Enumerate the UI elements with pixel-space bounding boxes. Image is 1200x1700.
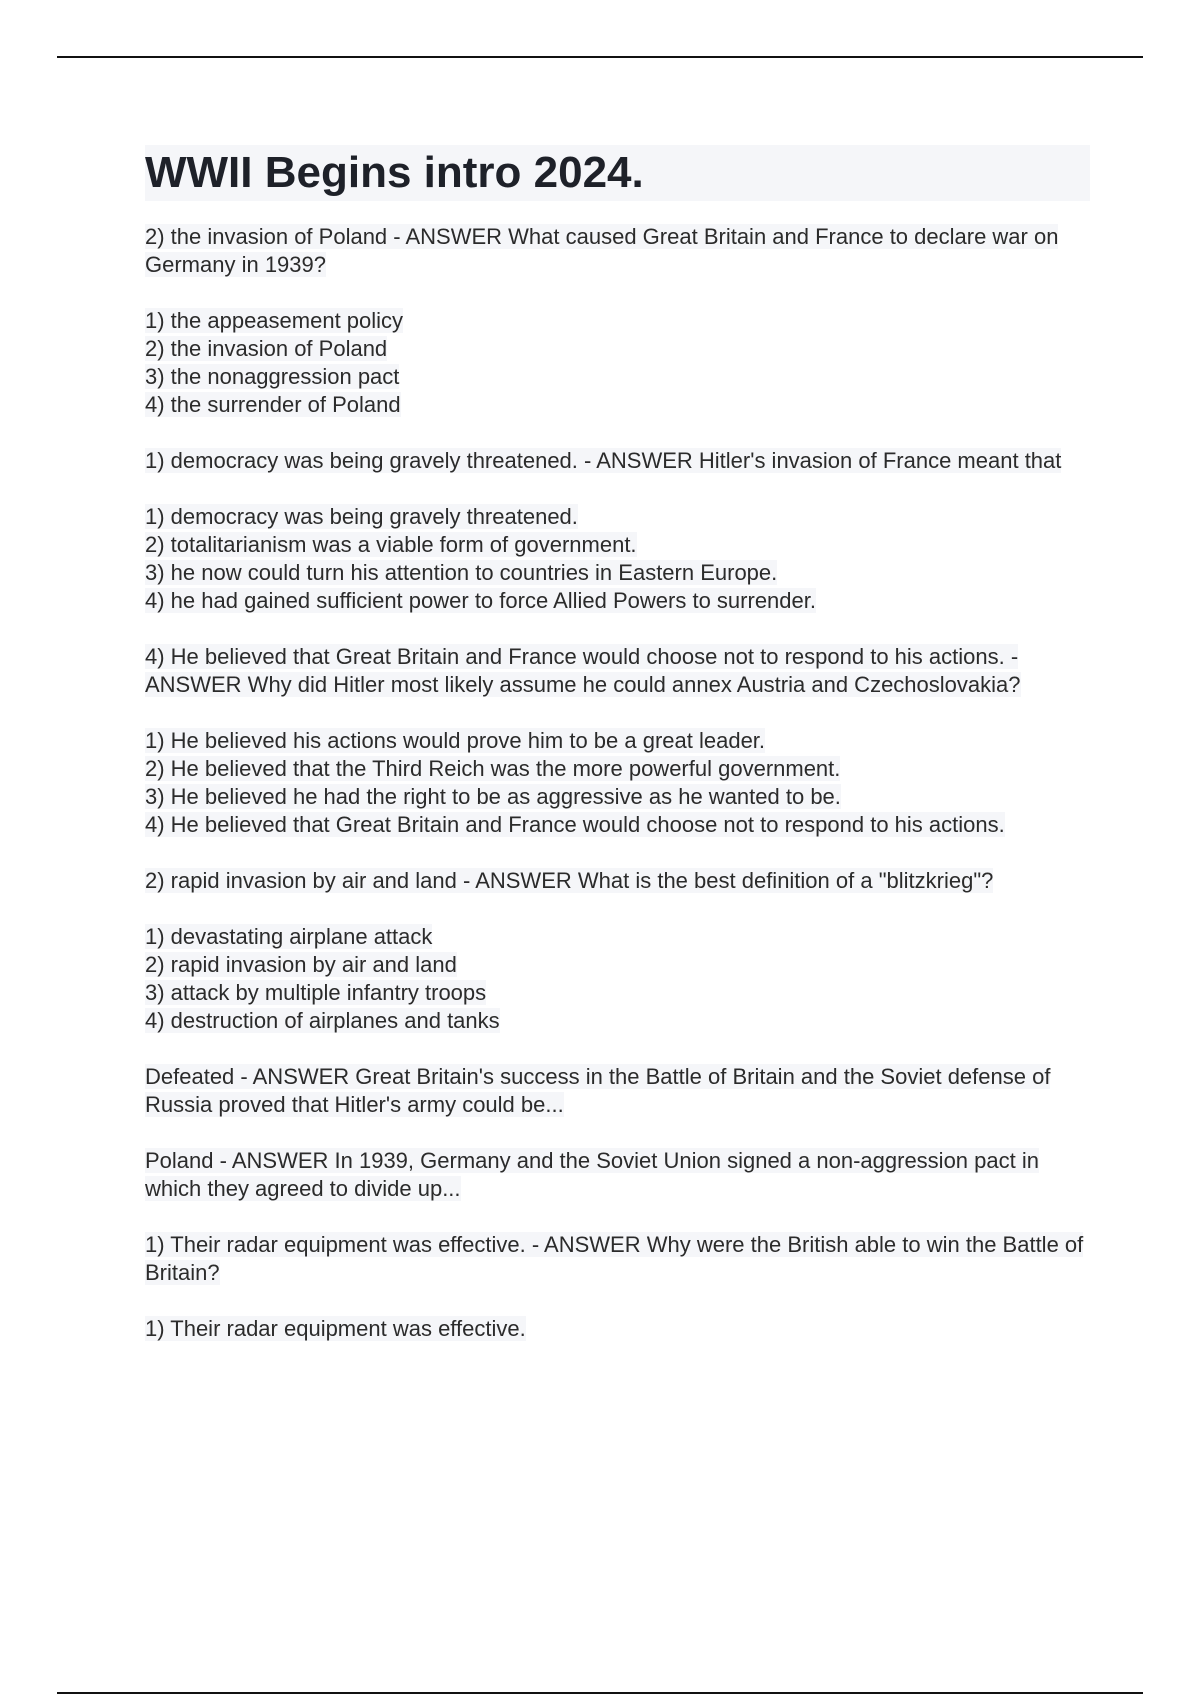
option-item — [145, 923, 1090, 951]
qa-block — [145, 1147, 1090, 1231]
option-text: 3) attack by multiple infantry troops — [145, 980, 487, 1005]
document-title: WWII Begins intro 2024. — [145, 145, 1090, 201]
qa-text — [145, 223, 1090, 279]
qa-text-span: Defeated - ANSWER Great Britain's success in the Battle of Britain and the Soviet defense of Russia proved that Hitler's army could be... — [145, 1064, 1051, 1117]
qa-text — [145, 867, 1090, 895]
option-item — [145, 1007, 1090, 1035]
option-item — [145, 755, 1090, 783]
option-text: 1) the appeasement policy — [145, 308, 404, 333]
option-item — [145, 559, 1090, 587]
option-text: 3) he now could turn his attention to countries in Eastern Europe. — [145, 560, 778, 585]
qa-text-span: 1) Their radar equipment was effective. - ANSWER Why were the British able to win the Battle of Britain? — [145, 1232, 1084, 1285]
qa-text — [145, 447, 1090, 475]
option-item — [145, 363, 1090, 391]
option-list — [145, 503, 1090, 615]
qa-text-span: 1) democracy was being gravely threatened. - ANSWER Hitler's invasion of France meant that — [145, 448, 1062, 473]
document-content — [145, 145, 1090, 1343]
option-text: 3) He believed he had the right to be as aggressive as he wanted to be. — [145, 784, 841, 809]
qa-block — [145, 1231, 1090, 1343]
option-list — [145, 923, 1090, 1035]
qa-block — [145, 1063, 1090, 1147]
option-text: 1) Their radar equipment was effective. — [145, 1316, 526, 1341]
option-item — [145, 1315, 1090, 1343]
option-text: 1) devastating airplane attack — [145, 924, 433, 949]
qa-block — [145, 223, 1090, 447]
option-text: 4) the surrender of Poland — [145, 392, 401, 417]
qa-text-span: 4) He believed that Great Britain and France would choose not to respond to his actions. - ANSWER Why did Hitler most likely assume he could annex Austria and Czechoslovakia? — [145, 644, 1021, 697]
top-rule — [57, 56, 1143, 58]
option-text: 4) He believed that Great Britain and France would choose not to respond to his actions. — [145, 812, 1005, 837]
qa-text-span: Poland - ANSWER In 1939, Germany and the Soviet Union signed a non-aggression pact in which they agreed to divide up... — [145, 1148, 1039, 1201]
option-item — [145, 811, 1090, 839]
qa-text — [145, 1231, 1090, 1287]
qa-text — [145, 643, 1090, 699]
option-text: 2) He believed that the Third Reich was the more powerful government. — [145, 756, 841, 781]
option-item — [145, 951, 1090, 979]
qa-text — [145, 1147, 1090, 1203]
qa-block — [145, 867, 1090, 1063]
option-text: 1) He believed his actions would prove him to be a great leader. — [145, 728, 766, 753]
option-item — [145, 587, 1090, 615]
option-text: 4) he had gained sufficient power to force Allied Powers to surrender. — [145, 588, 816, 613]
option-item — [145, 727, 1090, 755]
option-item — [145, 391, 1090, 419]
qa-text-span: 2) rapid invasion by air and land - ANSWER What is the best definition of a "blitzkrieg"? — [145, 868, 994, 893]
qa-block — [145, 643, 1090, 867]
option-text: 2) totalitarianism was a viable form of government. — [145, 532, 637, 557]
option-text: 3) the nonaggression pact — [145, 364, 400, 389]
option-text: 2) the invasion of Poland — [145, 336, 388, 361]
option-item — [145, 503, 1090, 531]
qa-text-span: 2) the invasion of Poland - ANSWER What caused Great Britain and France to declare war on Germany in 1939? — [145, 224, 1059, 277]
qa-text — [145, 1063, 1090, 1119]
option-item — [145, 307, 1090, 335]
option-item — [145, 335, 1090, 363]
option-text: 2) rapid invasion by air and land — [145, 952, 457, 977]
option-text: 4) destruction of airplanes and tanks — [145, 1008, 500, 1033]
option-item — [145, 979, 1090, 1007]
option-list — [145, 307, 1090, 419]
qa-block — [145, 447, 1090, 643]
option-text: 1) democracy was being gravely threatened. — [145, 504, 578, 529]
bottom-rule — [57, 1692, 1143, 1694]
option-item — [145, 531, 1090, 559]
option-item — [145, 783, 1090, 811]
option-list — [145, 727, 1090, 839]
option-list — [145, 1315, 1090, 1343]
